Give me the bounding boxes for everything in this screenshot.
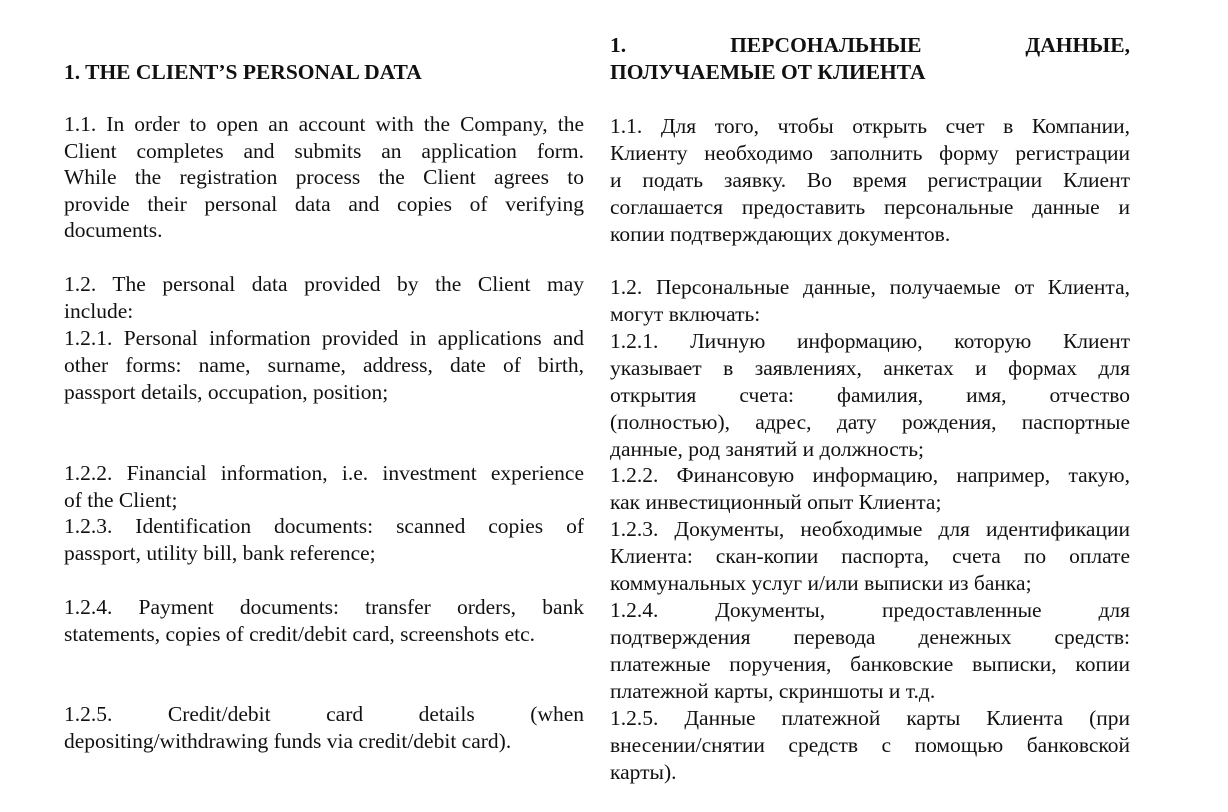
text-line: и подать заявку. Во время регистрации Клиент — [610, 168, 1130, 192]
text-line: 1.1. In order to open an account with the Company, the — [64, 112, 584, 136]
text-line: платежной карты, скриншоты и т.д. — [610, 679, 936, 703]
text-line: 1.2.2. Financial information, i.e. investment experience — [64, 461, 584, 485]
text-line: 1.2.3. Identification documents: scanned copies of — [64, 514, 584, 538]
text-line: passport, utility bill, bank reference; — [64, 541, 376, 565]
text-line: как инвестиционный опыт Клиента; — [610, 490, 942, 514]
text-line: statements, copies of credit/debit card, screenshots etc. — [64, 622, 536, 646]
text-line: 1.2.1. Личную информацию, которую Клиент — [610, 329, 1130, 353]
text-line: include: — [64, 299, 134, 323]
text-line: depositing/withdrawing funds via credit/debit card). — [64, 729, 512, 753]
text-line: 1.2.4. Документы, предоставленные для — [610, 598, 1130, 622]
text-line: указывает в заявлениях, анкетах и формах для — [610, 356, 1130, 380]
text-line: Client completes and submits an application form. — [64, 139, 584, 163]
text-line: 1.2.5. Credit/debit card details (when — [64, 702, 584, 726]
text-line: documents. — [64, 218, 163, 242]
text-line: данные, род занятий и должность; — [610, 437, 925, 461]
text-line: 1.1. Для того, чтобы открыть счет в Компании, — [610, 114, 1130, 138]
text-line: соглашается предоставить персональные данные и — [610, 195, 1130, 219]
text-line: 1.2. Персональные данные, получаемые от Клиента, — [610, 275, 1130, 299]
section-heading-en: 1. THE CLIENT’S PERSONAL DATA — [64, 60, 422, 84]
text-line: 1.2. The personal data provided by the Client may — [64, 272, 584, 296]
heading-line: ПОЛУЧАЕМЫЕ ОТ КЛИЕНТА — [610, 60, 926, 84]
text-line: of the Client; — [64, 488, 178, 512]
text-line: могут включать: — [610, 302, 761, 326]
text-line: Клиента: скан-копии паспорта, счета по оплате — [610, 544, 1130, 568]
text-line: While the registration process the Client agrees to — [64, 165, 584, 189]
text-line: платежные поручения, банковские выписки, копии — [610, 652, 1130, 676]
text-line: коммунальных услуг и/или выписки из банка; — [610, 571, 1032, 595]
text-line: 1.2.4. Payment documents: transfer orders, bank — [64, 595, 584, 619]
text-line: 1.2.2. Финансовую информацию, например, такую, — [610, 463, 1130, 487]
text-line: карты). — [610, 760, 677, 784]
text-line: 1.2.5. Данные платежной карты Клиента (при — [610, 706, 1130, 730]
text-line: other forms: name, surname, address, date of birth, — [64, 353, 584, 377]
text-line: Клиенту необходимо заполнить форму регистрации — [610, 141, 1130, 165]
heading-line: 1. ПЕРСОНАЛЬНЫЕ ДАННЫЕ, — [610, 33, 1130, 57]
text-line: 1.2.3. Документы, необходимые для идентификации — [610, 517, 1130, 541]
text-line: внесении/снятии средств с помощью банковской — [610, 733, 1130, 757]
text-line: (полностью), адрес, дату рождения, паспортные — [610, 410, 1130, 434]
text-line: provide their personal data and copies of verifying — [64, 192, 584, 216]
text-line: копии подтверждающих документов. — [610, 222, 951, 246]
text-line: открытия счета: фамилия, имя, отчество — [610, 383, 1130, 407]
text-line: подтверждения перевода денежных средств: — [610, 625, 1130, 649]
text-line: passport details, occupation, position; — [64, 380, 389, 404]
text-line: 1.2.1. Personal information provided in applications and — [64, 326, 584, 350]
